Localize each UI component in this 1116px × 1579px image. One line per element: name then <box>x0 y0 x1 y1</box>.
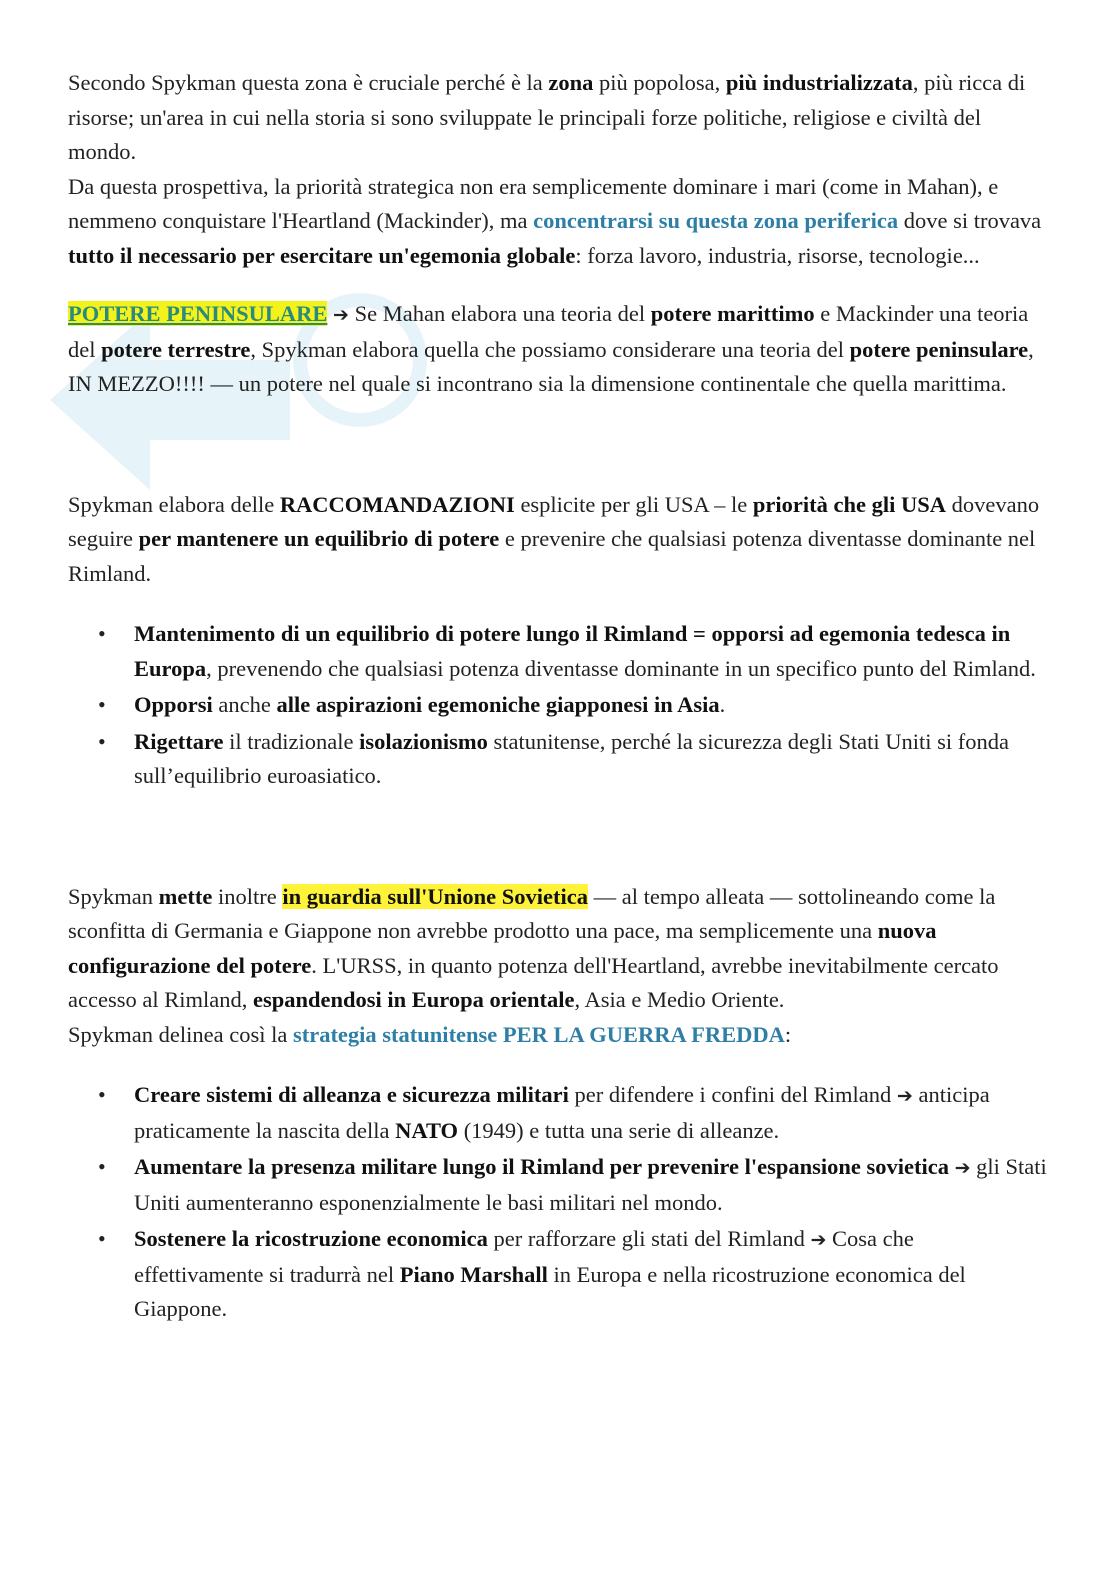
section-heading-link[interactable]: POTERE PENINSULARE <box>68 301 328 326</box>
bold-text: NATO <box>395 1117 459 1143</box>
bold-text: zona <box>548 70 594 95</box>
bullet-icon: • <box>98 1226 106 1251</box>
recommendations-list <box>68 617 1048 794</box>
text: dovevano seguire <box>68 491 1040 551</box>
text: esplicite per gli USA – le <box>514 491 753 517</box>
text: per rafforzare gli stati del Rimland <box>487 1226 811 1251</box>
text: e Mackinder una teoria del <box>68 301 1029 362</box>
bold-text: Rigettare <box>134 728 224 754</box>
text: dove si trovava <box>898 208 1042 233</box>
bold-text: nuova configurazione del potere <box>68 918 937 978</box>
text: , Asia e Medio Oriente. <box>574 987 785 1012</box>
document-page <box>68 66 1048 1329</box>
bullet-icon: • <box>98 621 106 646</box>
bold-text: potere peninsulare <box>849 336 1029 362</box>
text: statunitense, perché la sicurezza degli Stati Uniti si fonda sull’equilibrio euroasiatico. <box>134 728 1009 788</box>
bold-text: espandendosi in Europa orientale <box>252 987 575 1012</box>
text: , prevenendo che qualsiasi potenza diventasse dominante in un specifico punto del Rimland. <box>206 655 1036 681</box>
text: , IN MEZZO!!!! — un potere nel quale si incontrano sia la dimensione continentale che quella marittima. <box>68 336 1034 396</box>
bold-text: Creare sistemi di alleanza e sicurezza militari <box>134 1082 569 1107</box>
text: Da questa prospettiva, la priorità strategica non era semplicemente dominare i mari (come in Mahan), e nemmeno conquistare l'Heartland (Mackinder), ma <box>68 173 999 233</box>
arrow-right-icon: ➔ <box>333 304 349 326</box>
text: . L'URSS, in quanto potenza dell'Heartland, avrebbe inevitabilmente cercato accesso al Rimland, <box>68 952 999 1012</box>
bullet-icon: • <box>98 1154 106 1179</box>
text: inoltre <box>212 883 283 909</box>
arrow-right-icon: ➔ <box>810 1229 827 1251</box>
bold-text: Mantenimento di un equilibrio di potere lungo il Rimland = opporsi ad egemonia tedesca in Europa <box>134 621 1011 681</box>
list-item <box>68 1078 1048 1148</box>
bold-text: Opporsi <box>134 692 213 717</box>
bullet-icon: • <box>98 728 106 754</box>
text: in Europa e nella ricostruzione economica del Giappone. <box>134 1261 966 1321</box>
list-item <box>68 617 1048 686</box>
list-item <box>68 1150 1048 1220</box>
list-item <box>68 688 1048 723</box>
paragraph-unione-sovietica <box>68 880 1048 1053</box>
text: anche <box>212 692 277 717</box>
list-item <box>68 1222 1048 1327</box>
bullet-icon: • <box>98 692 106 717</box>
text: (1949) e tutta una serie di alleanze. <box>458 1117 780 1143</box>
text: Spykman <box>68 883 159 909</box>
text: Cosa che effettivamente si tradurrà nel <box>134 1226 914 1287</box>
bold-text: isolazionismo <box>359 728 488 754</box>
bullet-icon: • <box>98 1082 106 1107</box>
paragraph-potere-peninsulare <box>68 297 1048 402</box>
bold-text: per mantenere un equilibrio di potere <box>138 526 500 551</box>
bold-text: alle aspirazioni egemoniche giapponesi in Asia <box>276 692 720 717</box>
bold-text: potere terrestre <box>101 336 251 362</box>
text: Se Mahan elabora una teoria del <box>348 301 651 326</box>
bold-text: priorità che gli USA <box>752 491 947 517</box>
text: il tradizionale <box>223 728 360 754</box>
text: anticipa praticamente la nascita della <box>134 1082 990 1143</box>
bold-text: tutto il necessario per esercitare un'egemonia globale <box>68 242 576 268</box>
bold-text: RACCOMANDAZIONI <box>279 491 515 517</box>
text: più popolosa, <box>593 70 726 95</box>
text: — al tempo alleata — sottolineando come la sconfitta di Germania e Giappone non avrebbe prodotto una pace, ma semplicemente una <box>68 883 996 943</box>
paragraph-raccomandazioni <box>68 488 1048 592</box>
text: Secondo Spykman questa zona è cruciale perché è la <box>68 70 549 95</box>
bold-text: mette <box>158 883 213 909</box>
text: Spykman elabora delle <box>68 491 280 517</box>
text: . <box>719 692 726 717</box>
cold-war-strategy-list <box>68 1078 1048 1327</box>
teal-highlight-text: strategia statunitense PER LA GUERRA FREDDA <box>292 1021 785 1047</box>
bold-text: più industrializzata <box>725 70 913 95</box>
text: : <box>784 1021 792 1047</box>
text: e prevenire che qualsiasi potenza diventasse dominante nel Rimland. <box>68 526 1036 586</box>
bold-text: potere marittimo <box>650 301 815 326</box>
yellow-highlight-text: in guardia sull'Unione Sovietica <box>282 883 589 909</box>
arrow-right-icon: ➔ <box>896 1085 913 1107</box>
list-item <box>68 725 1048 794</box>
text: , più ricca di risorse; un'area in cui nella storia si sono sviluppate le principali forze politiche, religiose e civiltà del mondo. <box>68 70 1026 164</box>
bold-text: Aumentare la presenza militare lungo il Rimland per prevenire l'espansione sovietica <box>134 1154 949 1179</box>
text: Spykman delinea così la <box>68 1021 293 1047</box>
teal-highlight-text: concentrarsi su questa zona periferica <box>533 208 899 233</box>
text: gli Stati Uniti aumenteranno esponenzialmente le basi militari nel mondo. <box>134 1154 1047 1215</box>
arrow-right-icon: ➔ <box>954 1157 971 1179</box>
text: : forza lavoro, industria, risorse, tecnologie... <box>575 242 980 268</box>
bold-text: Sostenere la ricostruzione economica <box>134 1226 488 1251</box>
bold-text: Piano Marshall <box>399 1261 548 1287</box>
text: , Spykman elabora quella che possiamo considerare una teoria del <box>250 336 850 362</box>
paragraph-rimland-importance <box>68 66 1048 273</box>
text: per difendere i confini del Rimland <box>568 1082 897 1107</box>
